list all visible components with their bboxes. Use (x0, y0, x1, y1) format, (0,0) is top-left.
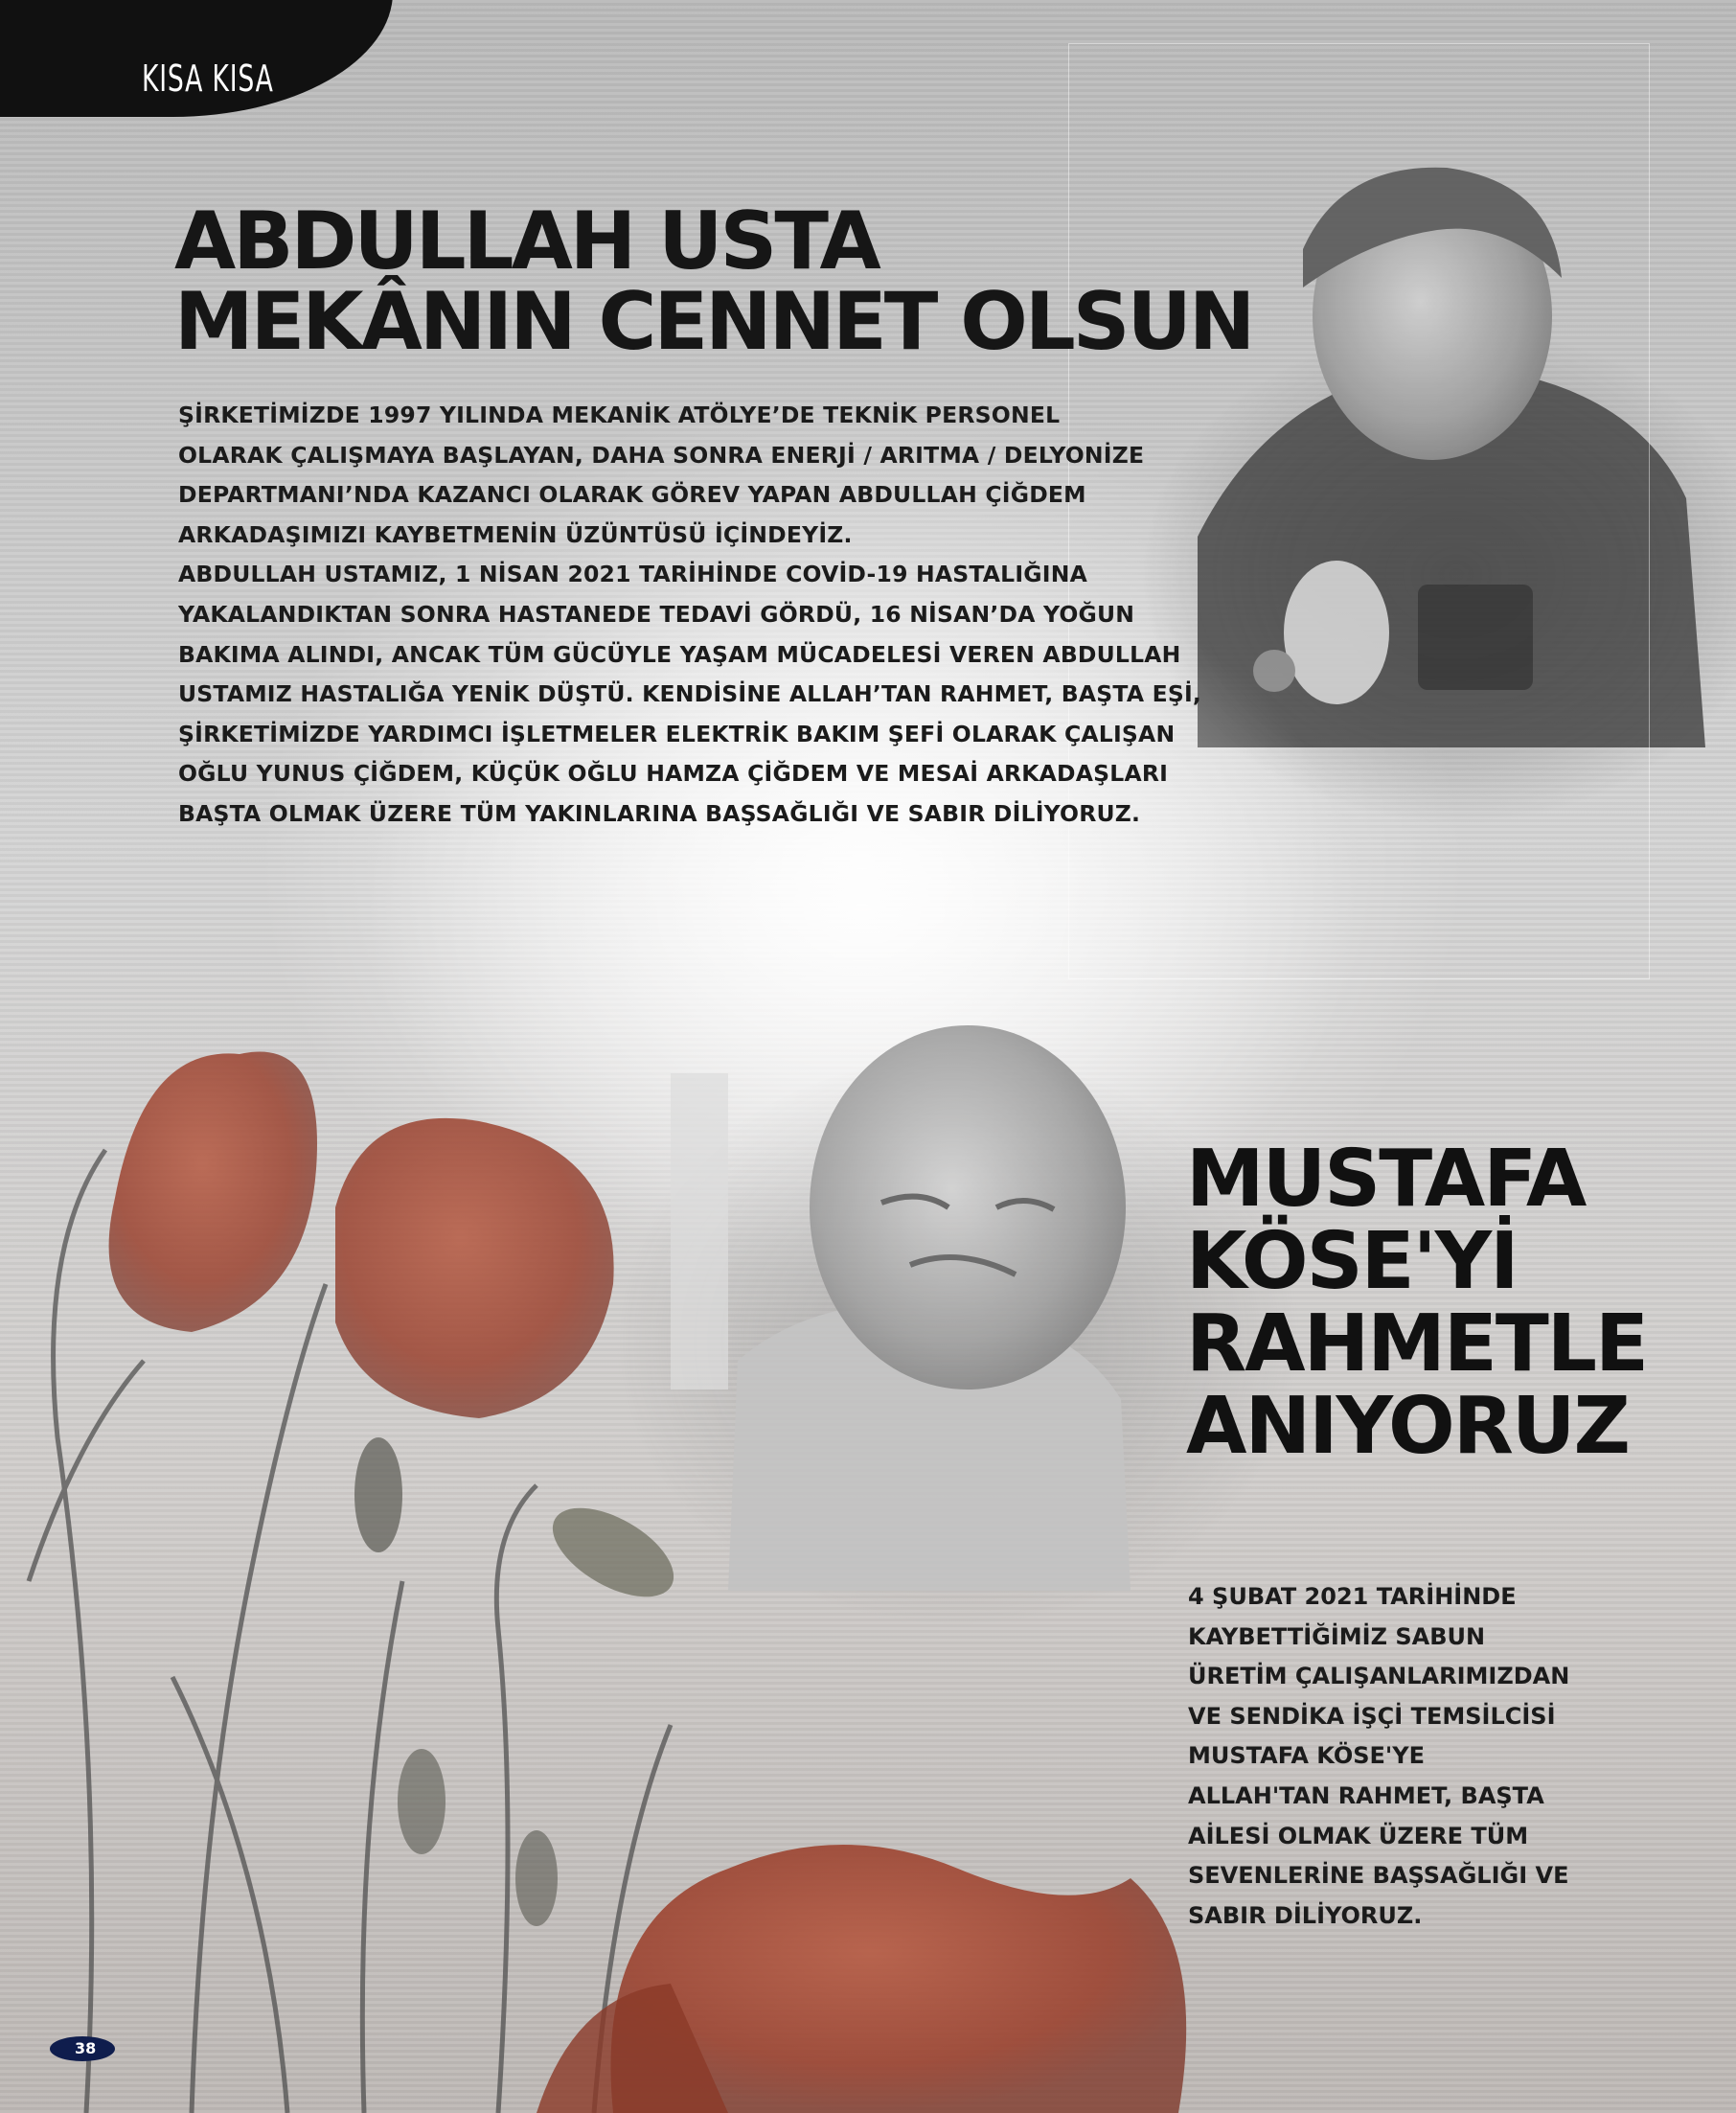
article-1-body-line: ARKADAŞIMIZI KAYBETMENİN ÜZÜNTÜSÜ İÇİNDEYİZ. (178, 520, 853, 548)
article-1-body-line: BAKIMA ALINDI, ANCAK TÜM GÜCÜYLE YAŞAM MÜCADELESİ VEREN ABDULLAH (178, 640, 1181, 668)
article-2-title-line: RAHMETLE (1186, 1298, 1648, 1390)
article-2-body-line: AİLESİ OLMAK ÜZERE TÜM (1188, 1822, 1529, 1849)
article-2-body-line: ALLAH'TAN RAHMET, BAŞTA (1188, 1781, 1544, 1809)
article-2-body-line: SEVENLERİNE BAŞSAĞLIĞI VE (1188, 1862, 1569, 1890)
article-1-title-line: MEKÂNIN CENNET OLSUN (174, 275, 1253, 368)
article-1-body (178, 396, 1213, 835)
article-2-title (1186, 1134, 1648, 1472)
article-1-body-line: YAKALANDIKTAN SONRA HASTANEDE TEDAVİ GÖRDÜ, 16 NİSAN’DA YOĞUN (178, 600, 1135, 628)
article-2-body-line: MUSTAFA KÖSE'YE (1188, 1742, 1426, 1770)
article-1-body-line: ŞİRKETİMİZDE YARDIMCI İŞLETMELER ELEKTRİK BAKIM ŞEFİ OLARAK ÇALIŞAN (178, 720, 1176, 747)
article-1-body-line: USTAMIZ HASTALIĞA YENİK DÜŞTÜ. KENDİSİNE ALLAH’TAN RAHMET, BAŞTA EŞİ, (178, 680, 1202, 708)
article-1-title (174, 195, 1253, 368)
article-2-title-line: ANIYORUZ (1186, 1381, 1629, 1472)
article-2-body (1188, 1577, 1648, 1936)
article-1-title-line: ABDULLAH USTA (174, 195, 879, 287)
article-1-body-line: OLARAK ÇALIŞMAYA BAŞLAYAN, DAHA SONRA ENERJİ / ARITMA / DELYONİZE (178, 441, 1145, 469)
article-1-body-line: ABDULLAH USTAMIZ, 1 NİSAN 2021 TARİHİNDE COVİD-19 HASTALIĞINA (178, 561, 1087, 588)
article-2-body-line: 4 ŞUBAT 2021 TARİHİNDE (1188, 1583, 1517, 1610)
page-number: 38 (75, 2039, 97, 2057)
article-1-body-line: ŞİRKETİMİZDE 1997 YILINDA MEKANİK ATÖLYE’DE TEKNİK PERSONEL (178, 402, 1061, 428)
article-2-title-line: KÖSE'Yİ (1186, 1216, 1518, 1307)
article-2-body-line: ÜRETİM ÇALIŞANLARIMIZDAN (1188, 1663, 1570, 1690)
article-2-body-line: SABIR DİLİYORUZ. (1188, 1901, 1423, 1929)
article-2-title-line: MUSTAFA (1186, 1134, 1586, 1225)
article-1-body-line: OĞLU YUNUS ÇİĞDEM, KÜÇÜK OĞLU HAMZA ÇİĞDEM VE MESAİ ARKADAŞLARI (178, 760, 1169, 788)
article-1-body-line: BAŞTA OLMAK ÜZERE TÜM YAKINLARINA BAŞSAĞLIĞI VE SABIR DİLİYORUZ. (178, 799, 1141, 827)
article-2-body-line: KAYBETTİĞİMİZ SABUN (1188, 1622, 1486, 1650)
article-1-body-line: DEPARTMANI’NDA KAZANCI OLARAK GÖREV YAPAN ABDULLAH ÇİĞDEM (178, 481, 1086, 509)
article-2-body-line: VE SENDİKA İŞÇİ TEMSİLCİSİ (1188, 1702, 1556, 1730)
section-label: KISA KISA (142, 57, 274, 100)
